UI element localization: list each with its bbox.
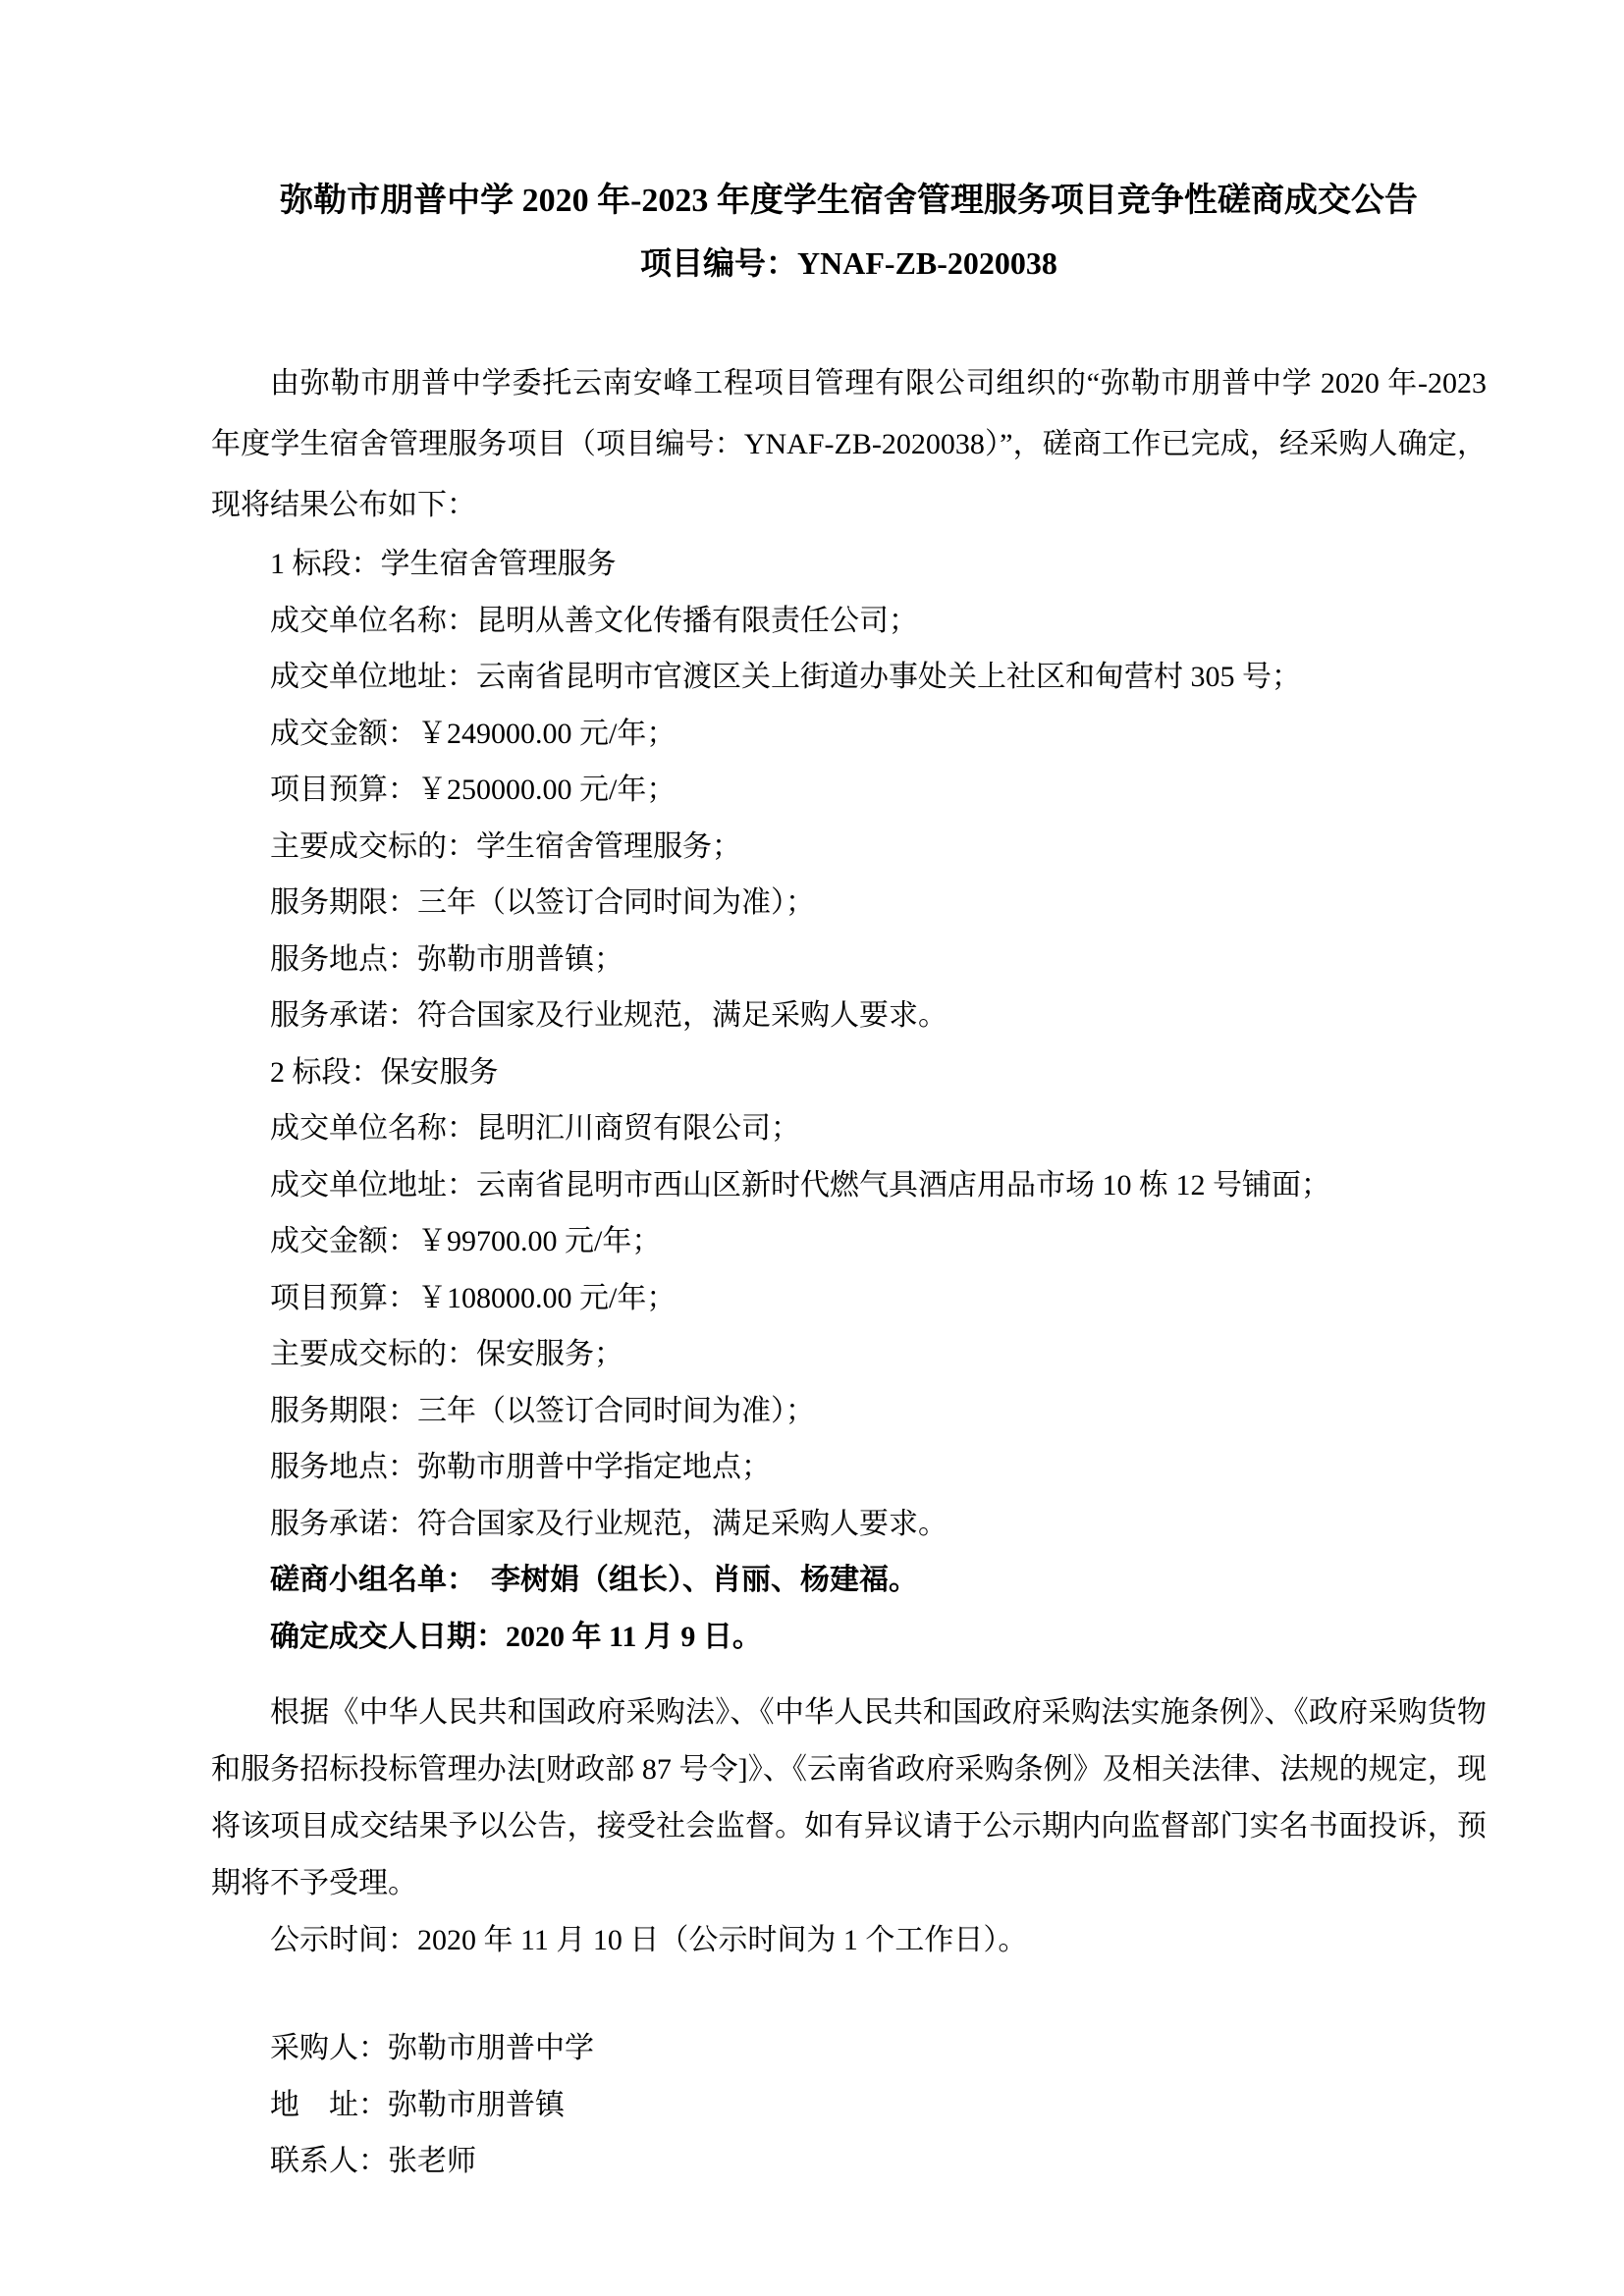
intro-paragraph: 由弥勒市朋普中学委托云南安峰工程项目管理有限公司组织的“弥勒市朋普中学 2020 年-2023 年度学生宿舍管理服务项目（项目编号：YNAF-ZB-2020038）”，磋商工作已完成，经采购人确定，现将结果公布如下：	[211, 367, 1487, 521]
section-1-service-location: 服务地点：弥勒市朋普镇；	[270, 942, 623, 976]
award-date-line: 确定成交人日期：2020 年 11 月 9 日。	[270, 1620, 762, 1653]
section-1-service-commitment: 服务承诺：符合国家及行业规范，满足采购人要求。	[270, 999, 947, 1032]
section-1-winner-address: 成交单位地址：云南省昆明市官渡区关上街道办事处关上社区和甸营村 305 号；	[270, 661, 1301, 693]
contact-person-line: 联系人：张老师	[270, 2145, 476, 2177]
section-2-heading: 2 标段：保安服务	[270, 1055, 499, 1089]
section-1-heading: 1 标段：学生宿舍管理服务	[270, 548, 617, 580]
section-2-deal-subject: 主要成交标的：保安服务；	[270, 1338, 623, 1370]
section-1-service-term: 服务期限：三年（以签订合同时间为准）；	[270, 886, 815, 919]
legal-basis-paragraph: 根据《中华人民共和国政府采购法》、《中华人民共和国政府采购法实施条例》、《政府采购货物和服务招标投标管理办法[财政部 87 号令]》、《云南省政府采购条例》及相关法律、法规的规定，现将该项目成交结果予以公告，接受社会监督。如有异议请于公示期内向监督部门实名书面投诉，预期将不予受理。	[211, 1696, 1487, 1899]
document-title: 弥勒市朋普中学 2020 年-2023 年度学生宿舍管理服务项目竞争性磋商成交公告	[280, 183, 1418, 219]
section-2-service-commitment: 服务承诺：符合国家及行业规范，满足采购人要求。	[270, 1507, 947, 1540]
section-2-deal-amount: 成交金额：￥99700.00 元/年；	[270, 1225, 662, 1257]
purchaser-line: 采购人：弥勒市朋普中学	[270, 2032, 594, 2064]
section-2-service-term: 服务期限：三年（以签订合同时间为准）；	[270, 1394, 815, 1427]
purchaser-address-line: 地 址：弥勒市朋普镇	[270, 2088, 565, 2121]
section-2-winner-name: 成交单位名称：昆明汇川商贸有限公司；	[270, 1112, 800, 1145]
section-2-winner-address: 成交单位地址：云南省昆明市西山区新时代燃气具酒店用品市场 10 栋 12 号铺面；	[270, 1168, 1330, 1201]
section-1-deal-subject: 主要成交标的：学生宿舍管理服务；	[270, 829, 741, 863]
project-number: 项目编号：YNAF-ZB-2020038	[640, 245, 1057, 281]
publicity-time-line: 公示时间：2020 年 11 月 10 日（公示时间为 1 个工作日）。	[270, 1924, 1028, 1956]
section-2-project-budget: 项目预算：￥108000.00 元/年；	[270, 1281, 677, 1314]
section-1-winner-name: 成交单位名称：昆明从善文化传播有限责任公司；	[270, 604, 918, 637]
section-2-service-location: 服务地点：弥勒市朋普中学指定地点；	[270, 1451, 771, 1483]
section-1-deal-amount: 成交金额：￥249000.00 元/年；	[270, 717, 677, 750]
negotiation-team-line: 磋商小组名单： 李树娟（组长）、肖丽、杨建福。	[270, 1564, 918, 1596]
section-1-project-budget: 项目预算：￥250000.00 元/年；	[270, 774, 677, 806]
footer-block	[211, 2020, 1487, 2190]
